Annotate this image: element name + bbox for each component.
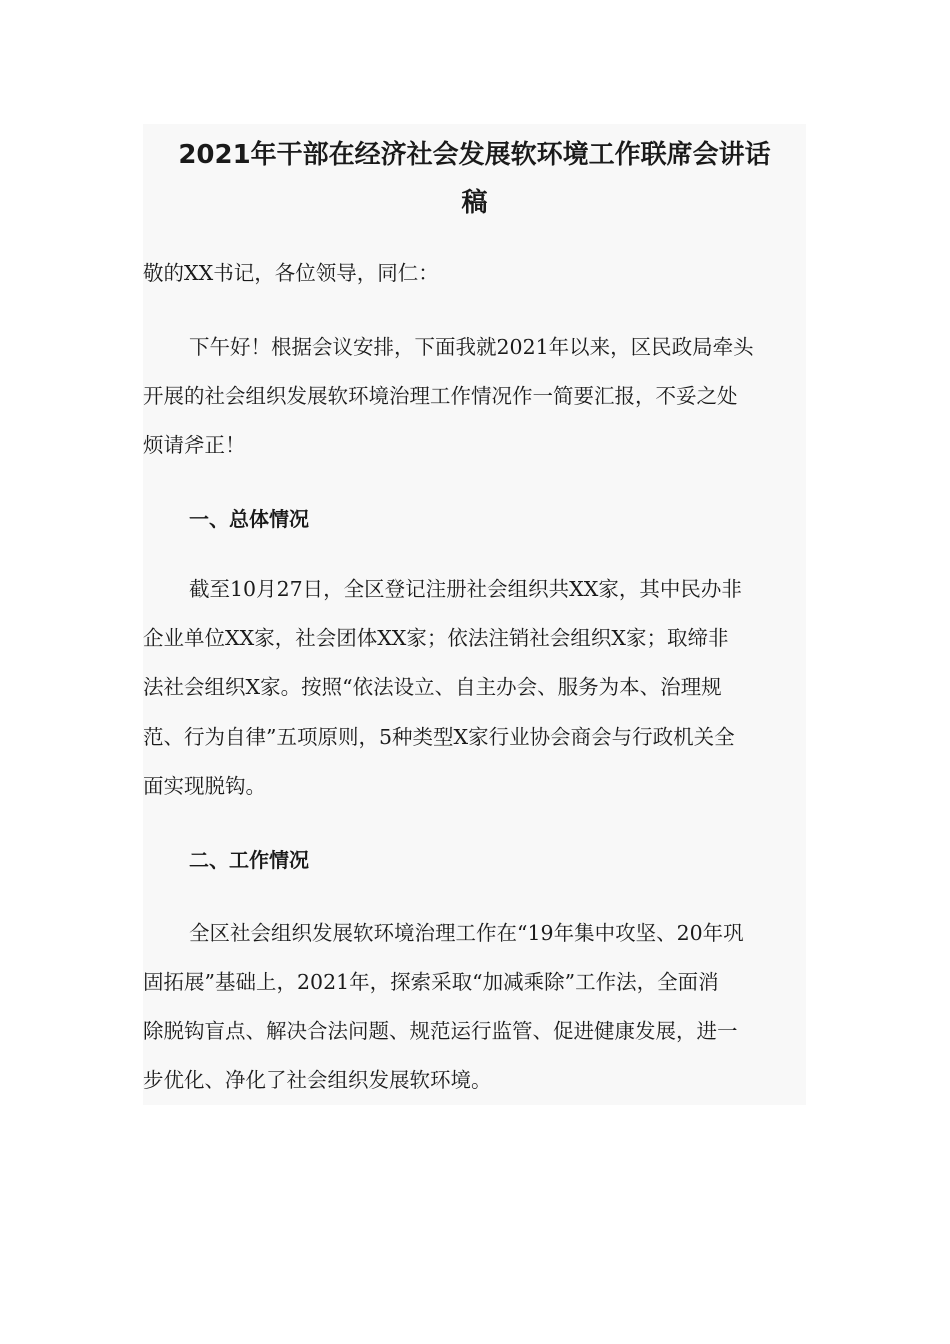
document-title-line-1: 2021年干部在经济社会发展软环境工作联席会讲话 [178,140,771,170]
section-2-line-2: 固拓展”基础上，2021年，探索采取“加减乘除”工作法，全面消 [143,970,719,994]
section-1-line-2: 企业单位XX家，社会团体XX家；依法注销社会组织X家；取缔非 [143,626,729,650]
document-page [143,124,806,1105]
intro-line-3: 烦请斧正！ [143,433,246,457]
section-1-heading: 一、总体情况 [189,507,309,531]
section-1-line-5: 面实现脱钩。 [143,774,266,798]
section-1-line-3: 法社会组织X家。按照“依法设立、自主办会、服务为本、治理规 [143,675,722,699]
intro-line-1: 下午好！根据会议安排，下面我就2021年以来，区民政局牵头 [189,335,754,359]
intro-line-2: 开展的社会组织发展软环境治理工作情况作一简要汇报，不妥之处 [143,384,738,408]
section-1-line-1: 截至10月27日，全区登记注册社会组织共XX家，其中民办非 [189,577,742,601]
section-2-line-4: 步优化、净化了社会组织发展软环境。 [143,1068,492,1092]
section-2-line-3: 除脱钩盲点、解决合法问题、规范运行监管、促进健康发展，进一 [143,1019,738,1043]
section-2-heading: 二、工作情况 [189,848,309,872]
section-2-line-1: 全区社会组织发展软环境治理工作在“19年集中攻坚、20年巩 [189,921,744,945]
salutation: 敬的XX书记，各位领导，同仁： [143,261,439,285]
document-title-line-2: 稿 [461,188,488,218]
section-1-line-4: 范、行为自律”五项原则，5种类型X家行业协会商会与行政机关全 [143,725,735,749]
